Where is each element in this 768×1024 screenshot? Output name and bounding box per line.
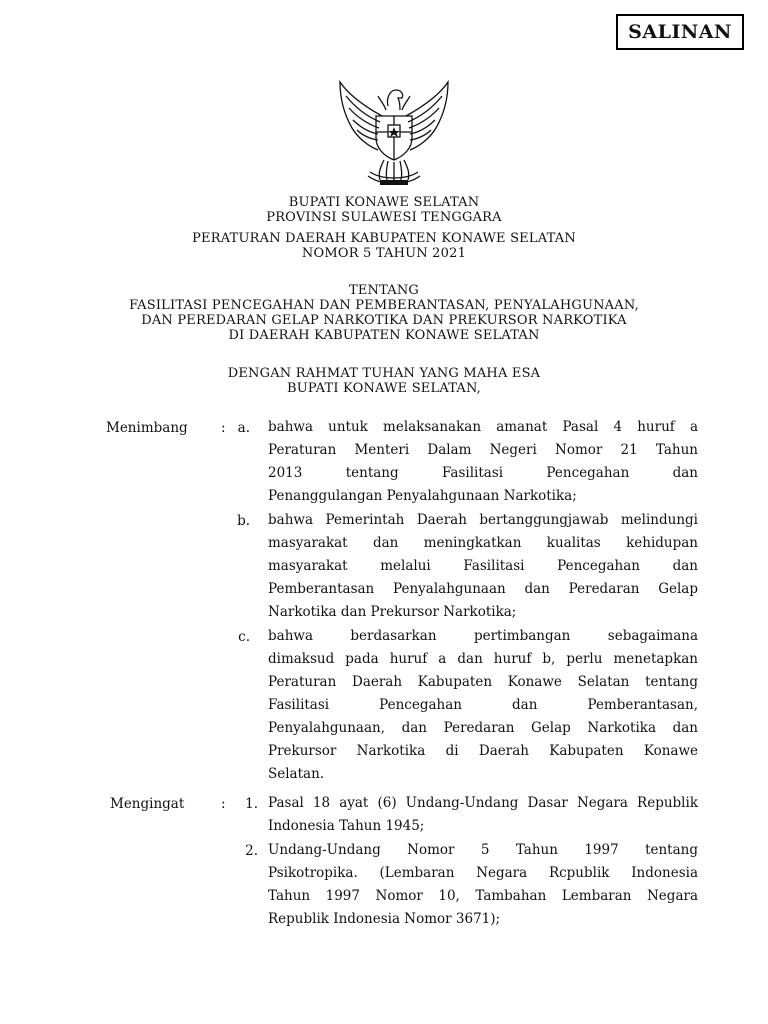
- text-line: dimaksud pada huruf a dan huruf b, perlu menetapkan: [268, 651, 698, 667]
- text-line: bahwa berdasarkan pertimbangan sebagaimana: [268, 628, 698, 644]
- salinan-stamp: SALINAN: [616, 14, 744, 50]
- text-line: masyarakat dan meningkatkan kualitas kehidupan: [268, 535, 698, 551]
- garuda-pancasila-emblem-icon: [334, 76, 454, 190]
- text-line: Republik Indonesia Nomor 3671);: [268, 911, 501, 927]
- item-marker: b.: [237, 513, 250, 529]
- text-line: bahwa Pemerintah Daerah bertanggungjawab melindungi: [268, 512, 698, 528]
- preamble-line: DENGAN RAHMAT TUHAN YANG MAHA ESA: [227, 366, 541, 381]
- regulation-line: NOMOR 5 TAHUN 2021: [301, 246, 467, 261]
- item-marker: c.: [238, 629, 250, 645]
- text-line: Peraturan Menteri Dalam Negeri Nomor 21 Tahun: [268, 442, 698, 458]
- text-line: 2013 tentang Fasilitasi Pencegahan dan: [268, 465, 698, 481]
- text-line: masyarakat melalui Fasilitasi Pencegahan dan: [268, 558, 698, 574]
- mengingat-item-1: [268, 792, 698, 838]
- mengingat-label: Mengingat: [110, 796, 185, 812]
- text-line: Undang-Undang Nomor 5 Tahun 1997 tentang: [268, 842, 698, 858]
- mengingat-item-2: [268, 839, 698, 931]
- menimbang-colon: :: [221, 420, 226, 436]
- text-line: Narkotika dan Prekursor Narkotika;: [268, 604, 517, 620]
- header-line: BUPATI KONAWE SELATAN: [288, 195, 480, 210]
- menimbang-item-b: [268, 509, 698, 624]
- regulation-line: PERATURAN DAERAH KABUPATEN KONAWE SELATAN: [192, 231, 576, 246]
- text-line: Pemberantasan Penyalahgunaan dan Peredaran Gelap: [268, 581, 698, 597]
- menimbang-item-a: [268, 416, 698, 508]
- text-line: Prekursor Narkotika di Daerah Kabupaten Konawe: [268, 743, 698, 759]
- subject-line: FASILITASI PENCEGAHAN DAN PEMBERANTASAN, PENYALAHGUNAAN,: [129, 298, 639, 313]
- text-line: bahwa untuk melaksanakan amanat Pasal 4 huruf a: [268, 419, 698, 435]
- subject-line: DAN PEREDARAN GELAP NARKOTIKA DAN PREKURSOR NARKOTIKA: [141, 313, 627, 328]
- regulation-title: [0, 231, 768, 261]
- mengingat-colon: :: [221, 796, 226, 812]
- item-marker: 2.: [245, 843, 258, 859]
- preamble-line: BUPATI KONAWE SELATAN,: [286, 381, 482, 396]
- item-marker: a.: [237, 420, 250, 436]
- subject-line: TENTANG: [348, 283, 420, 298]
- text-line: Fasilitasi Pencegahan dan Pemberantasan,: [268, 697, 698, 713]
- menimbang-item-c: [268, 625, 698, 786]
- text-line: Selatan.: [268, 766, 325, 782]
- menimbang-label: Menimbang: [106, 420, 188, 436]
- regulation-subject: [0, 283, 768, 343]
- regent-header: [0, 195, 768, 225]
- text-line: Tahun 1997 Nomor 10, Tambahan Lembaran Negara: [268, 888, 698, 904]
- text-line: Pasal 18 ayat (6) Undang-Undang Dasar Negara Republik: [268, 795, 698, 811]
- text-line: Penanggulangan Penyalahgunaan Narkotika;: [268, 488, 577, 504]
- item-marker: 1.: [245, 796, 258, 812]
- text-line: Indonesia Tahun 1945;: [268, 818, 425, 834]
- header-line: PROVINSI SULAWESI TENGGARA: [266, 210, 502, 225]
- text-line: Penyalahgunaan, dan Peredaran Gelap Narkotika dan: [268, 720, 698, 736]
- text-line: Peraturan Daerah Kabupaten Konawe Selatan tentang: [268, 674, 698, 690]
- text-line: Psikotropika. (Lembaran Negara Rcpublik Indonesia: [268, 865, 698, 881]
- preamble: [0, 366, 768, 396]
- subject-line: DI DAERAH KABUPATEN KONAWE SELATAN: [228, 328, 540, 343]
